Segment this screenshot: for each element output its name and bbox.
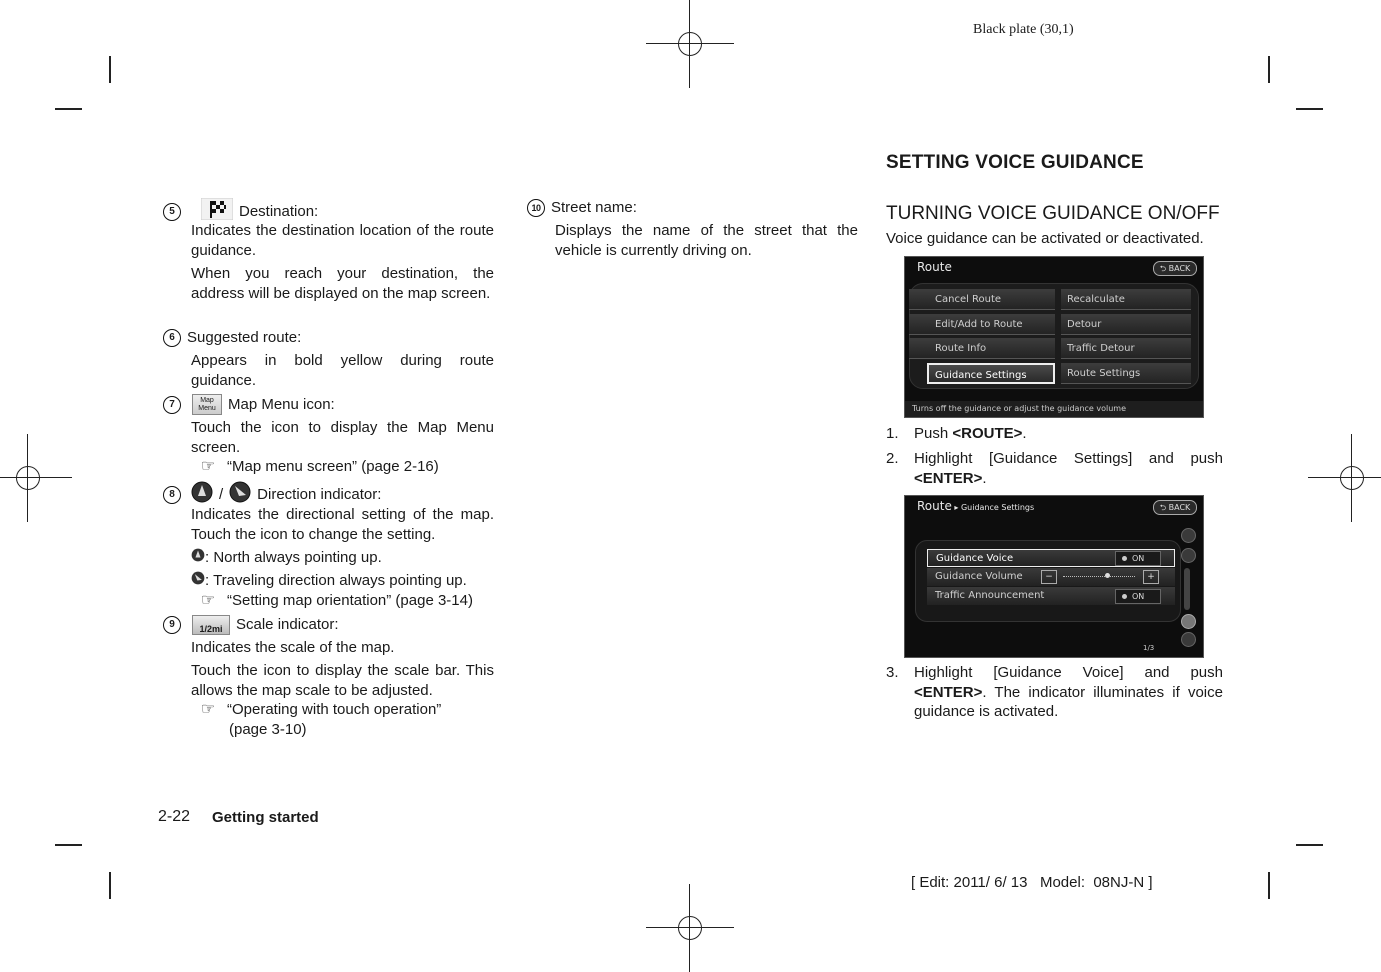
item-title: Map Menu icon: [228, 395, 335, 413]
item-description: Indicates the destination location of the route guidance. [191, 222, 494, 259]
registration-mark-icon [1308, 434, 1381, 522]
item-street-name [527, 198, 637, 218]
item-title: Suggested route: [187, 329, 302, 346]
subsection-heading: TURNING VOICE GUIDANCE ON/OFF [886, 203, 1220, 224]
page-reference [195, 457, 439, 477]
page-reference [195, 700, 441, 720]
registration-mark-icon [646, 0, 734, 88]
item-description: Touch the icon to display the Map Menu screen. [191, 419, 494, 456]
detour-button: Detour [1061, 314, 1191, 335]
crop-mark [1268, 872, 1270, 899]
page-reference [195, 591, 473, 611]
item-description: Appears in bold yellow during route guidance. [191, 352, 494, 389]
item-number: 8 [163, 486, 181, 504]
middle-column [527, 198, 858, 268]
plate-label: Black plate (30,1) [973, 22, 1074, 37]
slash-separator: / [219, 486, 224, 503]
traffic-announcement-row: Traffic Announcement [927, 587, 1175, 605]
heading-up-icon [191, 571, 205, 591]
guidance-volume-row: Guidance Volume [927, 568, 1175, 586]
back-button: ⮌ BACK [1153, 261, 1197, 276]
recalculate-button: Recalculate [1061, 289, 1191, 310]
heading-up-text: : Traveling direction always pointing up. [205, 572, 467, 589]
pointing-hand-icon: ☞ [200, 701, 216, 718]
crop-mark [109, 56, 111, 83]
route-info-button: Route Info [909, 338, 1055, 359]
back-button: ⮌ BACK [1153, 500, 1197, 515]
item-number: 5 [163, 203, 181, 221]
registration-mark-icon [0, 434, 72, 522]
item-description: Displays the name of the street that the vehicle is currently driving on. [555, 222, 858, 259]
edit-info: [ Edit: 2011/ 6/ 13 Model: 08NJ-N ] [911, 874, 1153, 891]
scroll-bar [1179, 528, 1197, 646]
page-indicator: 1/3 [1143, 644, 1155, 652]
registration-mark-icon [646, 884, 734, 972]
item-number: 6 [163, 329, 181, 347]
item-scale-indicator [163, 615, 339, 635]
guidance-settings-button: Guidance Settings [927, 363, 1055, 384]
cancel-route-button: Cancel Route [909, 289, 1055, 310]
pointing-hand-icon: ☞ [200, 592, 216, 609]
intro-text: Voice guidance can be activated or deactivated. [886, 230, 1204, 247]
route-menu-screenshot [904, 256, 1204, 418]
page-number: 2-22 [158, 808, 191, 825]
guidance-voice-indicator: ON [1115, 551, 1161, 566]
north-up-text: : North always pointing up. [205, 549, 382, 566]
reference-text: (page 3-10) [229, 721, 307, 738]
crop-mark [55, 844, 82, 846]
crop-mark [1296, 108, 1323, 110]
edit-add-route-button: Edit/Add to Route [909, 314, 1055, 335]
item-description: When you reach your destination, the address will be displayed on the map screen. [191, 265, 494, 302]
item-description: Indicates the directional setting of the map. Touch the icon to change the setting. [191, 506, 494, 543]
crop-mark [109, 872, 111, 899]
crop-mark [1268, 56, 1270, 83]
volume-slider: − + [1041, 570, 1161, 583]
north-up-icon [191, 548, 205, 568]
map-menu-icon: Map Menu [192, 394, 222, 415]
screen-title: Route ▸ Guidance Settings [917, 499, 1035, 513]
screen-title: Route [917, 260, 952, 274]
item-suggested-route [163, 328, 301, 348]
section-name: Getting started [212, 809, 319, 826]
status-bar: Turns off the guidance or adjust the guidance volume [905, 401, 1203, 417]
north-up-line [191, 548, 382, 568]
item-map-menu-icon [163, 394, 335, 415]
route-settings-button: Route Settings [1061, 363, 1191, 384]
traffic-announcement-indicator: ON [1115, 589, 1161, 604]
item-number: 9 [163, 616, 181, 634]
traffic-detour-button: Traffic Detour [1061, 338, 1191, 359]
item-description: Touch the icon to display the scale bar. This allows the map scale to be adjusted. [191, 662, 494, 699]
item-number: 7 [163, 396, 181, 414]
scale-indicator-icon: 1/2mi [192, 615, 230, 635]
heading-up-line [191, 571, 467, 591]
item-title: Direction indicator: [257, 486, 382, 503]
reference-text: “Setting map orientation” (page 3-14) [227, 592, 473, 609]
reference-text: “Operating with touch operation” [227, 701, 442, 718]
pointing-hand-icon: ☞ [200, 458, 216, 475]
section-heading: SETTING VOICE GUIDANCE [886, 152, 1144, 173]
item-title: Street name: [551, 199, 637, 216]
crop-mark [55, 108, 82, 110]
item-title: Destination: [239, 203, 319, 220]
reference-text: “Map menu screen” (page 2-16) [227, 458, 439, 475]
guidance-settings-screenshot [904, 495, 1204, 658]
item-number: 10 [527, 199, 545, 217]
item-title: Scale indicator: [236, 616, 339, 634]
guidance-voice-row: Guidance Voice [927, 549, 1175, 567]
item-description: Indicates the scale of the map. [191, 639, 395, 656]
left-column [163, 198, 494, 758]
crop-mark [1296, 844, 1323, 846]
